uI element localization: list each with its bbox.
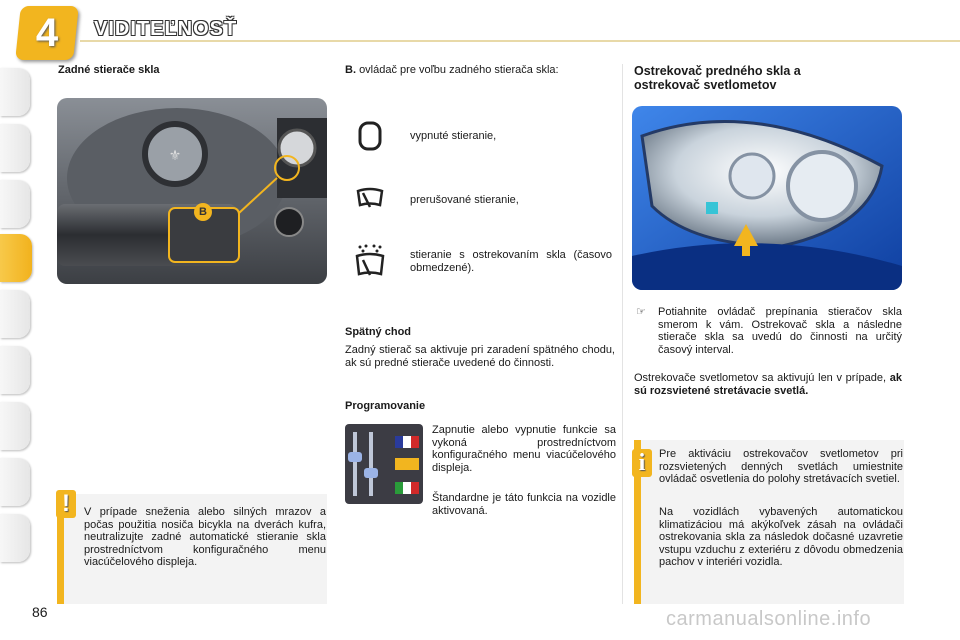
chapter-tab[interactable]	[0, 124, 30, 172]
chapter-tab[interactable]	[0, 180, 30, 228]
chapter-tabs	[0, 62, 32, 582]
warning-text: V prípade sneženia alebo silných mrazov a počas použitia nosiča bicykla na dverách kufra, neutralizujte zadné automatické stieranie skla prostredníctvom konfiguračného menu viacúčelového displeja.	[84, 506, 326, 569]
wiper-intermittent-icon	[352, 182, 388, 218]
chapter-tab[interactable]	[0, 68, 30, 116]
display-menu-image	[345, 424, 423, 504]
info-icon: i	[632, 449, 652, 477]
chapter-tab[interactable]	[0, 346, 30, 394]
chapter-tab[interactable]	[0, 458, 30, 506]
programming-heading: Programovanie	[345, 400, 426, 412]
info-text-1: Pre aktiváciu ostrekovačov svetlometov pri rozsvietených denných svetlách umiestnite ovládač osvetlenia do polohy stretávacích svetiel.	[659, 448, 903, 486]
rear-wiper-heading: Zadné stierače skla	[58, 64, 160, 76]
reverse-text: Zadný stierač sa aktivuje pri zaradení spätného chodu, ak sú predné stierače uvedené do činnosti.	[345, 344, 615, 369]
option-off: vypnuté stieranie,	[352, 118, 610, 154]
bullet-icon: ☞	[636, 306, 646, 318]
b-description: B. ovládač pre voľbu zadného stierača skla:	[345, 64, 559, 76]
programming-default-text: Štandardne je táto funkcia na vozidle aktivovaná.	[432, 492, 616, 517]
wiper-stalk-photo	[57, 98, 327, 284]
callout-b: B	[194, 203, 212, 221]
bullet-text: Potiahnite ovládač prepínania stieračov skla smerom k vám. Ostrekovač skla a následne stierače skla sa uvedú do činnosti na určitý časový interval.	[658, 306, 902, 356]
option-washer: stieranie s ostrekovaním skla (časovo obmedzené).	[352, 244, 612, 280]
warning-icon: !	[56, 490, 76, 518]
wiper-washer-icon	[352, 244, 388, 280]
wiper-off-icon	[352, 118, 388, 154]
headlamp-washer-text: Ostrekovače svetlometov sa aktivujú len v prípade, ak sú rozsvietené stretávacie svetlá.	[634, 372, 903, 397]
page-number: 86	[32, 604, 48, 620]
chapter-tab-active[interactable]	[0, 234, 32, 282]
option-intermittent: prerušované stieranie,	[352, 182, 610, 218]
washer-heading: Ostrekovač predného skla a ostrekovač svetlometov	[634, 64, 801, 92]
headlamp-photo	[632, 106, 902, 290]
chapter-tab[interactable]	[0, 290, 30, 338]
reverse-heading: Spätný chod	[345, 326, 412, 338]
page-title: VIDITEĽNOSŤ	[94, 18, 238, 40]
chapter-tab[interactable]	[0, 514, 30, 562]
svg-text:⚜: ⚜	[168, 147, 182, 163]
info-note	[634, 440, 904, 604]
chapter-badge: 4	[15, 6, 79, 60]
programming-text: Zapnutie alebo vypnutie funkcie sa vykoná prostredníctvom konfiguračného menu viacúčelového displeja.	[432, 424, 616, 474]
warning-note	[57, 494, 327, 604]
chapter-tab[interactable]	[0, 402, 30, 450]
column-divider	[622, 64, 623, 604]
watermark: carmanualsonline.info	[666, 608, 872, 630]
info-text-2: Na vozidlách vybavených automatickou klimatizáciou má akýkoľvek zásah na ovládači ostrekovania skla za následok dočasné uzavretie vstupu vzduchu z exteriéru z dôvodu obmedzenia pachov v interiéri vozidla.	[659, 506, 903, 569]
